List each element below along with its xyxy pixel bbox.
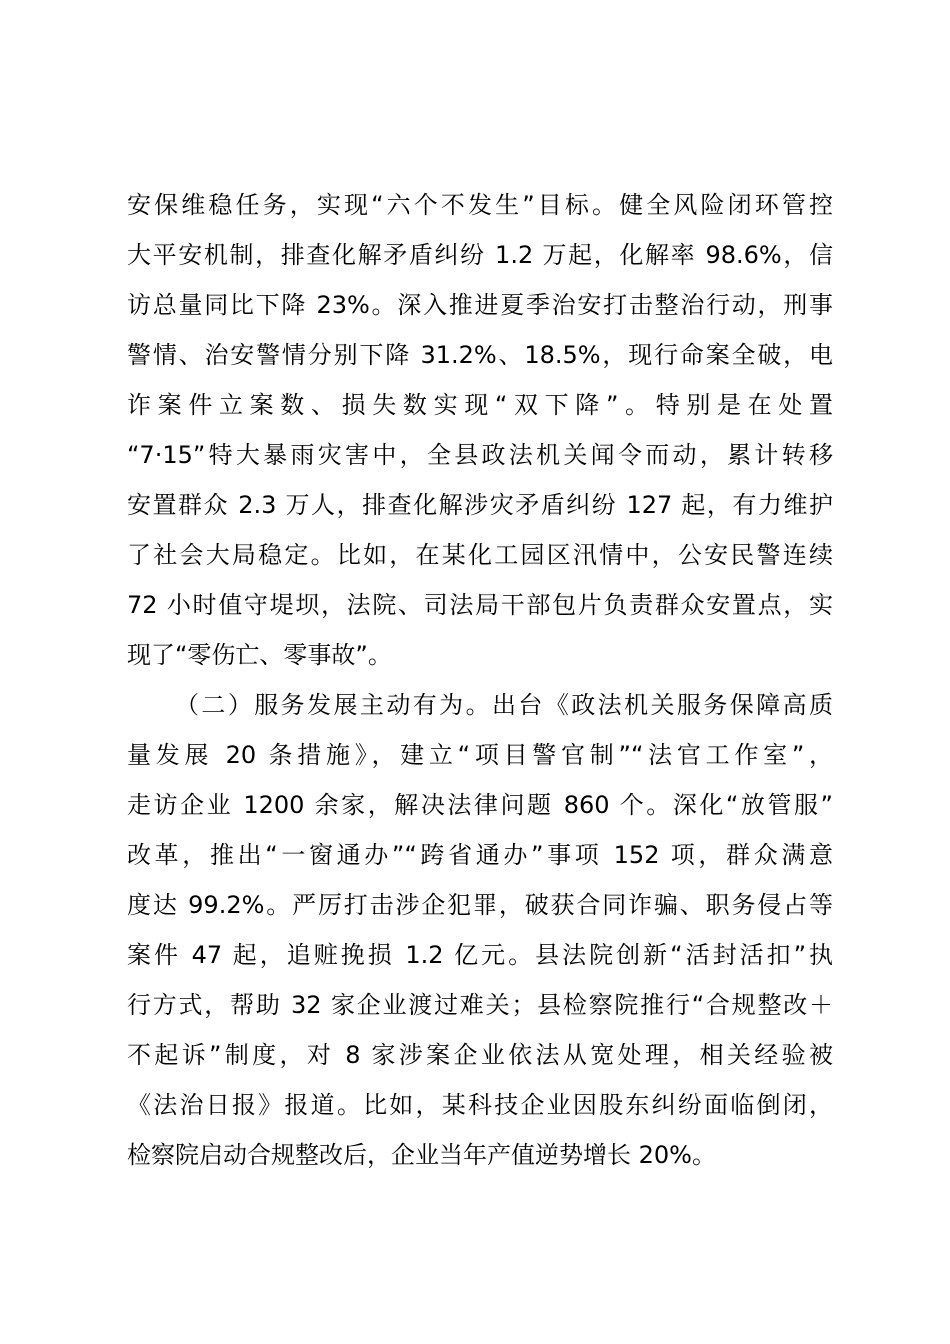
text-line: 走访企业 1200 余家，解决法律问题 860 个。深化“放管服”	[127, 791, 833, 819]
text-line: 大平安机制，排查化解矛盾纠纷 1.2 万起，化解率 98.6%，信	[127, 241, 833, 269]
text-line: 行方式，帮助 32 家企业渡过难关；县检察院推行“合规整改＋	[127, 991, 833, 1019]
text-line: 安置群众 2.3 万人，排查化解涉灾矛盾纠纷 127 起，有力维护	[127, 491, 833, 519]
text-line: 了社会大局稳定。比如，在某化工园区汛情中，公安民警连续	[127, 541, 833, 569]
text-line: “7·15”特大暴雨灾害中，全县政法机关闻令而动，累计转移	[127, 441, 833, 469]
text-line: 案件 47 起，追赃挽损 1.2 亿元。县法院创新“活封活扣”执	[127, 941, 833, 969]
text-line: 度达 99.2%。严厉打击涉企犯罪，破获合同诈骗、职务侵占等	[127, 891, 833, 919]
body-text	[127, 180, 833, 1180]
text-line: 不起诉”制度，对 8 家涉案企业依法从宽处理，相关经验被	[127, 1041, 833, 1069]
text-line: 72 小时值守堤坝，法院、司法局干部包片负责群众安置点，实	[127, 591, 833, 619]
text-line: 诈案件立案数、损失数实现“双下降”。特别是在处置	[127, 391, 833, 419]
text-line: 量发展 20 条措施》，建立“项目警官制”“法官工作室”，	[127, 741, 833, 769]
text-line: 现了“零伤亡、零事故”。	[127, 641, 392, 669]
text-line: 改革，推出“一窗通办”“跨省通办”事项 152 项，群众满意	[127, 841, 833, 869]
section-heading-line: （二）服务发展主动有为。出台《政法机关服务保障高质	[175, 691, 833, 719]
text-line: 安保维稳任务，实现“六个不发生”目标。健全风险闭环管控	[127, 191, 833, 219]
text-line: 检察院启动合规整改后，企业当年产值逆势增长 20%。	[127, 1141, 716, 1169]
text-line: 警情、治安警情分别下降 31.2%、18.5%，现行命案全破，电	[127, 341, 833, 369]
text-line: 访总量同比下降 23%。深入推进夏季治安打击整治行动，刑事	[127, 291, 833, 319]
text-line: 《法治日报》报道。比如，某科技企业因股东纠纷面临倒闭，	[127, 1091, 833, 1119]
